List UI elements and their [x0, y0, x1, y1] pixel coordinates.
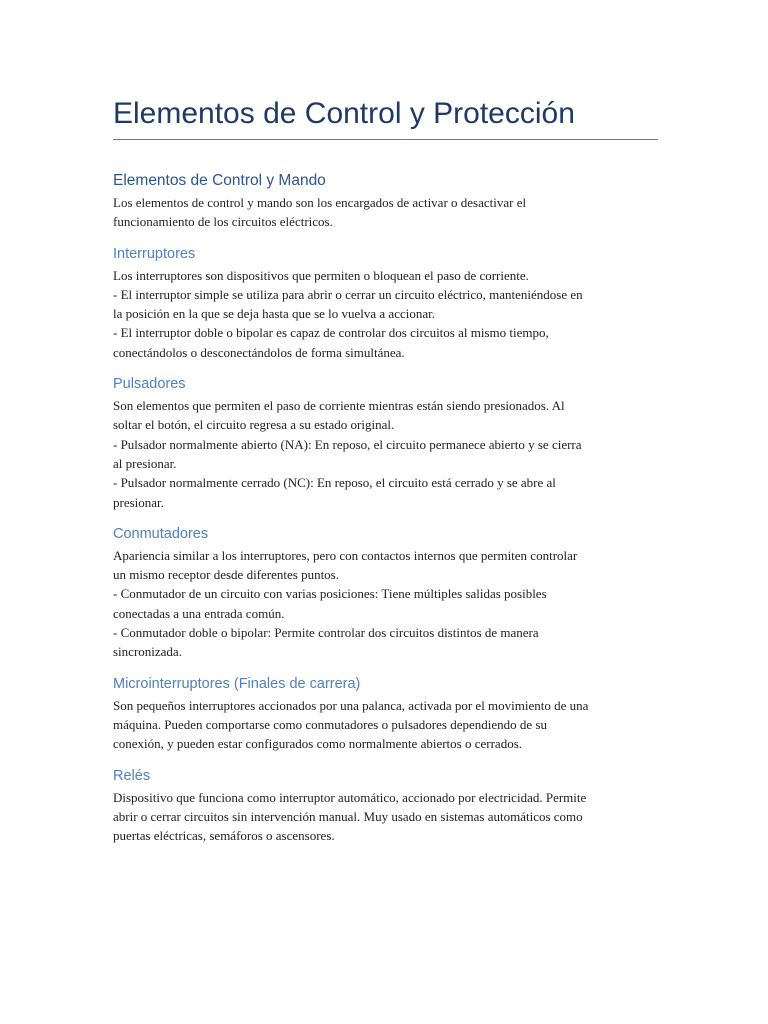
text-line: sincronizada. [113, 644, 182, 660]
text-line: presionar. [113, 494, 164, 510]
section-pulsadores [113, 374, 658, 512]
text-line: - Conmutador doble o bipolar: Permite controlar dos circuitos distintos de manera [113, 625, 539, 641]
text-line: Son pequeños interruptores accionados por una palanca, activada por el movimiento de una [113, 697, 589, 713]
text-line: un mismo receptor desde diferentes puntos. [113, 567, 339, 583]
text-line: puertas eléctricas, semáforos o ascensores. [113, 828, 335, 844]
section-paragraph [113, 193, 658, 232]
document-content [113, 92, 658, 845]
text-line: conexión, y pueden estar configurados como normalmente abiertos o cerrados. [113, 736, 522, 752]
text-line: Dispositivo que funciona como interruptor automático, accionado por electricidad. Permite [113, 789, 587, 805]
text-line: Los interruptores son dispositivos que permiten o bloquean el paso de corriente. [113, 267, 529, 283]
section-interruptores [113, 244, 658, 362]
section-reles [113, 766, 658, 846]
text-line: máquina. Pueden comportarse como conmutadores o pulsadores dependiendo de su [113, 716, 547, 732]
text-line: abrir o cerrar circuitos sin intervención manual. Muy usado en sistemas automáticos como [113, 808, 583, 824]
section-paragraph [113, 696, 658, 754]
text-line: Apariencia similar a los interruptores, pero con contactos internos que permiten controlar [113, 547, 578, 563]
section-control-mando [113, 171, 658, 232]
text-line: conectadas a una entrada común. [113, 605, 285, 621]
text-line: Son elementos que permiten el paso de corriente mientras están siendo presionados. Al [113, 398, 565, 414]
text-line: - El interruptor simple se utiliza para abrir o cerrar un circuito eléctrico, manteniéndose en [113, 286, 583, 302]
section-paragraph [113, 396, 658, 512]
text-line: - Pulsador normalmente abierto (NA): En reposo, el circuito permanece abierto y se cierra [113, 436, 582, 452]
section-heading: Elementos de Control y Mando [113, 172, 326, 189]
section-paragraph [113, 546, 658, 662]
text-line: al presionar. [113, 455, 177, 471]
text-line: conectándolos o desconectándolos de forma simultánea. [113, 344, 405, 360]
section-paragraph [113, 266, 658, 362]
text-line: - El interruptor doble o bipolar es capaz de controlar dos circuitos al mismo tiempo, [113, 325, 549, 341]
document-title: Elementos de Control y Protección [113, 92, 658, 140]
section-heading: Microinterruptores (Finales de carrera) [113, 675, 361, 692]
section-heading: Relés [113, 767, 151, 784]
section-microinterruptores [113, 674, 658, 754]
section-heading: Pulsadores [113, 376, 186, 393]
text-line: - Conmutador de un circuito con varias posiciones: Tiene múltiples salidas posibles [113, 586, 547, 602]
section-conmutadores [113, 524, 658, 662]
section-paragraph [113, 788, 658, 846]
text-line: soltar el botón, el circuito regresa a su estado original. [113, 417, 395, 433]
text-line: la posición en la que se deja hasta que se lo vuelva a accionar. [113, 306, 435, 322]
text-line: - Pulsador normalmente cerrado (NC): En reposo, el circuito está cerrado y se abre al [113, 475, 556, 491]
section-heading: Interruptores [113, 245, 196, 262]
section-heading: Conmutadores [113, 525, 209, 542]
text-line: Los elementos de control y mando son los encargados de activar o desactivar el [113, 195, 527, 210]
text-line: funcionamiento de los circuitos eléctricos. [113, 214, 333, 230]
